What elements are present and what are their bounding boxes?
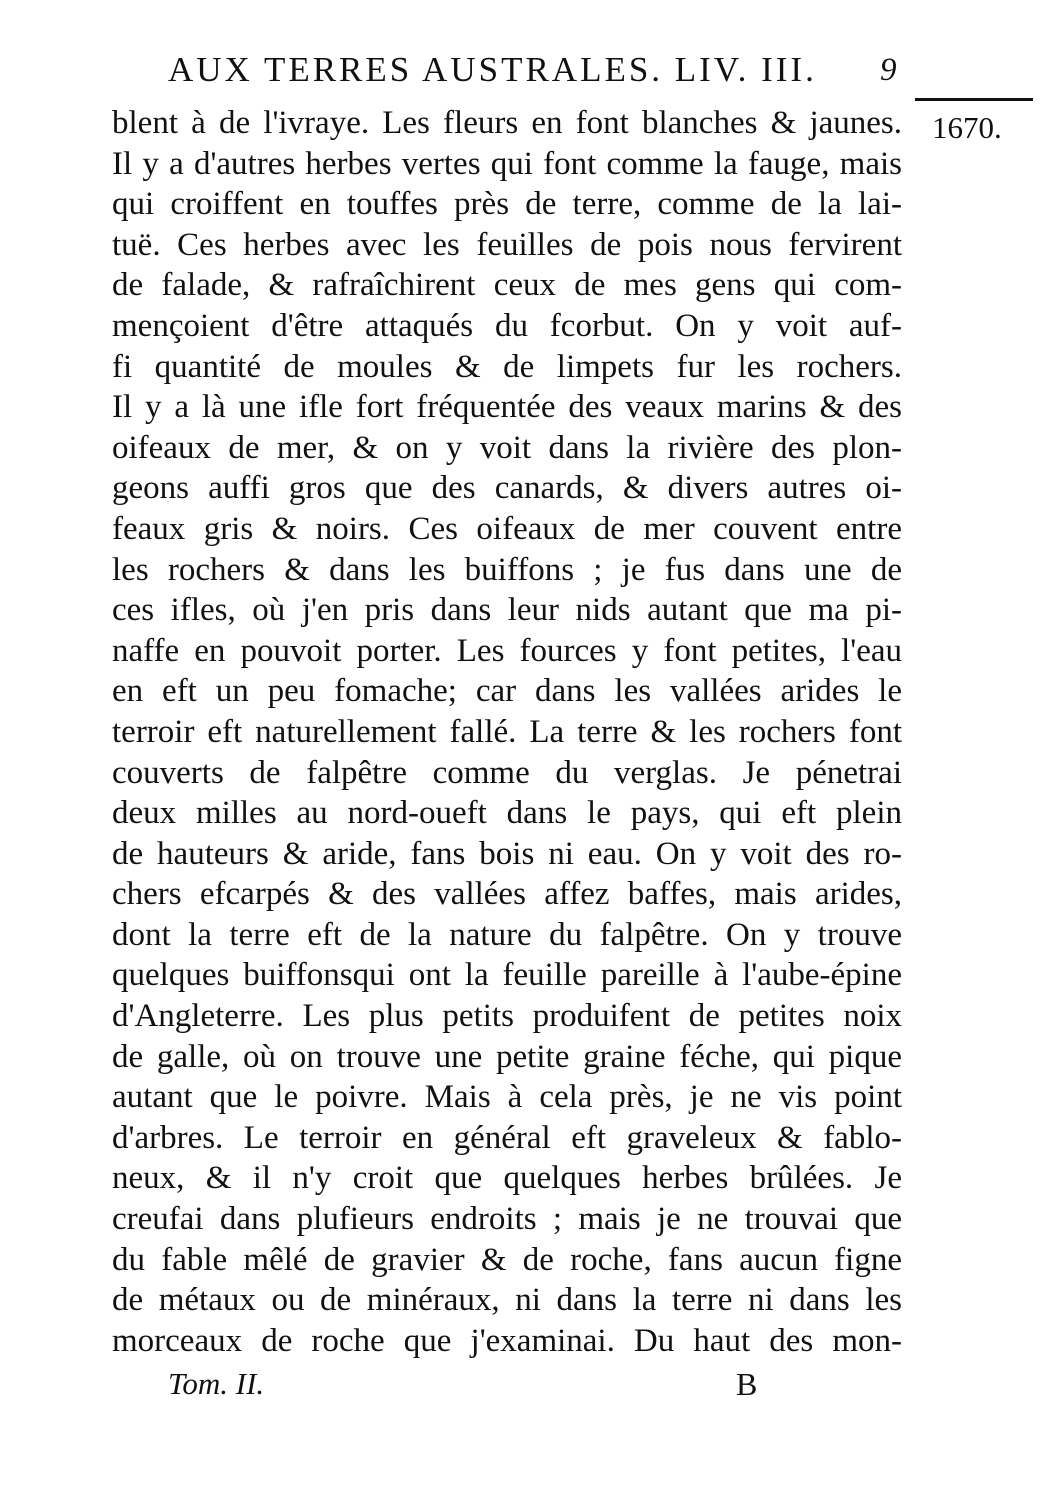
text-line: naffe en pouvoit porter. Les fources y font petites, l'eau — [112, 632, 902, 669]
text-line: du fable mêlé de gravier & de roche, fans aucun figne — [112, 1241, 902, 1278]
footer-tome: Tom. II. — [168, 1366, 265, 1401]
text-line: dont la terre eft de la nature du falpêtre. On y trouve — [112, 916, 902, 953]
body-text — [112, 103, 902, 1361]
text-line: de hauteurs & aride, fans bois ni eau. On y voit des ro- — [112, 835, 902, 872]
text-line: quelques buiffonsqui ont la feuille pareille à l'aube-épine — [112, 957, 902, 994]
text-line: les rochers & dans les buiffons ; je fus dans une de — [112, 551, 902, 588]
text-line: couverts de falpêtre comme du verglas. Je pénetrai — [112, 754, 902, 791]
text-line: blent à de l'ivraye. Les fleurs en font blanches & jaunes. — [112, 105, 902, 141]
margin-rule — [915, 98, 1033, 101]
text-line: de métaux ou de minéraux, ni dans la terre ni dans les — [112, 1282, 902, 1319]
signature-mark: B — [736, 1366, 758, 1402]
text-line: neux, & il n'y croit que quelques herbes brûlées. Je — [112, 1160, 902, 1197]
text-line: fi quantité de moules & de limpets fur les rochers. — [112, 348, 902, 385]
text-line: Il y a d'autres herbes vertes qui font comme la fauge, mais — [112, 145, 902, 182]
text-line: ces ifles, où j'en pris dans leur nids autant que ma pi- — [112, 592, 902, 629]
page-number: 9 — [880, 52, 897, 88]
text-line: terroir eft naturellement fallé. La terre & les rochers font — [112, 713, 902, 750]
text-line: autant que le poivre. Mais à cela près, je ne vis point — [112, 1079, 902, 1116]
text-line: oifeaux de mer, & on y voit dans la rivière des plon- — [112, 429, 902, 466]
text-line: creufai dans plufieurs endroits ; mais je ne trouvai que — [112, 1201, 902, 1238]
text-line: morceaux de roche que j'examinai. Du haut des mon- — [112, 1322, 902, 1359]
text-line: de falade, & rafraîchirent ceux de mes gens qui com- — [112, 267, 902, 304]
text-line: d'Angleterre. Les plus petits produifent de petites noix — [112, 998, 902, 1035]
text-line: geons auffi gros que des canards, & divers autres oi- — [112, 470, 902, 507]
text-line: feaux gris & noirs. Ces oifeaux de mer couvent entre — [112, 510, 902, 547]
text-line: en eft un peu fomache; car dans les vallées arides le — [112, 673, 902, 710]
text-line: qui croiffent en touffes près de terre, comme de la lai- — [112, 186, 902, 223]
text-line: mençoient d'être attaqués du fcorbut. On y voit auf- — [112, 307, 902, 344]
text-line: chers efcarpés & des vallées affez baffes, mais arides, — [112, 876, 902, 913]
text-line: d'arbres. Le terroir en général eft graveleux & fablo- — [112, 1119, 902, 1156]
running-head: AUX TERRES AUSTRALES. LIV. III. — [168, 50, 817, 89]
text-line: Il y a là une ifle fort fréquentée des veaux marins & des — [112, 389, 902, 426]
text-line: deux milles au nord-oueft dans le pays, qui eft plein — [112, 795, 902, 832]
text-line: tuë. Ces herbes avec les feuilles de pois nous fervirent — [112, 226, 902, 263]
text-line: de galle, où on trouve une petite graine féche, qui pique — [112, 1038, 902, 1075]
margin-year: 1670. — [932, 110, 1002, 145]
